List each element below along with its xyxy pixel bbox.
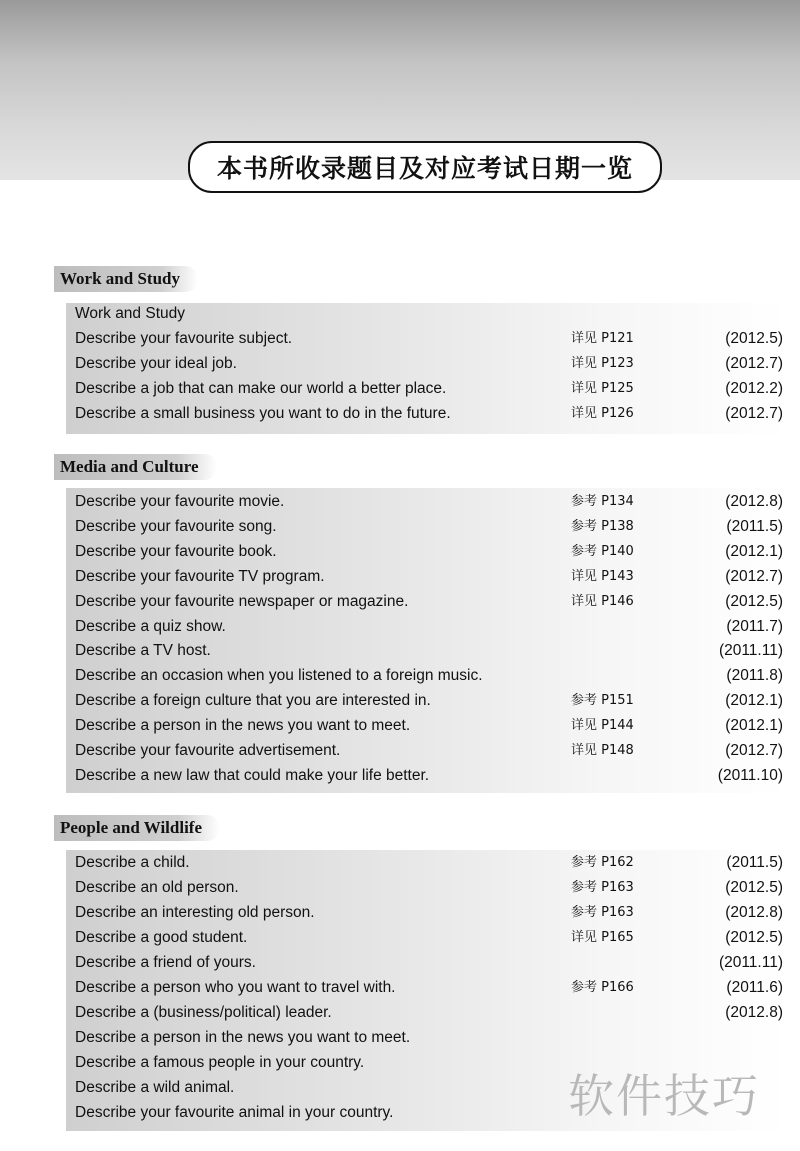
exam-date: (2012.5) [725,592,783,610]
watermark: 软件技巧 [568,1069,760,1123]
topic-question: Describe your favourite advertisement. [75,742,341,759]
topic-question: Describe a new law that could make your life better. [75,766,430,784]
page-reference: 参考 P138 [571,518,634,534]
topic-row [66,926,786,950]
page-reference: 参考 P162 [571,855,634,870]
exam-date: (2012.7) [725,355,783,372]
topic-question: Describe a friend of yours. [75,954,256,971]
topic-question: Describe a child. [75,854,190,871]
exam-date: (2011.5) [726,517,783,535]
topic-question: Describe your favourite subject. [75,330,293,347]
exam-date: (2012.7) [725,567,783,585]
page-reference: 参考 P163 [571,880,634,895]
topic-question: Describe your ideal job. [75,355,237,372]
topic-row [66,764,786,788]
topic-question: Describe a good student. [75,929,248,946]
exam-date: (2012.8) [725,493,783,510]
topic-question: Describe a famous people in your country. [75,1054,365,1071]
exam-date: (2011.7) [726,617,783,635]
topic-question: Describe a person in the news you want to meet. [75,717,411,735]
topic-question: Describe an occasion when you listened to a foreign music. [75,667,483,685]
topic-question: Describe a TV host. [75,642,211,660]
topic-row [66,901,786,925]
section-heading: People and Wildlife [54,815,220,841]
exam-date: (2012.5) [725,929,783,946]
exam-date: (2011.11) [718,642,783,660]
exam-date: (2011.5) [726,854,783,871]
exam-date: (2012.2) [725,380,783,397]
topic-question: Describe a (business/political) leader. [75,1004,332,1021]
topic-row [66,302,786,326]
topic-question: Describe your favourite TV program. [75,567,325,585]
topic-row [66,615,786,639]
page-reference: 详见 P121 [571,331,634,346]
page-reference: 参考 P134 [571,494,634,509]
topic-row [66,689,786,713]
topic-row [66,976,786,1000]
exam-date: (2012.7) [725,742,783,759]
topic-question: Describe a wild animal. [75,1079,235,1096]
topic-row [66,402,786,426]
topic-row [66,590,786,614]
exam-date: (2012.1) [725,692,783,710]
exam-date: (2012.8) [725,1004,783,1021]
topic-question: Describe a person who you want to travel with. [75,979,396,996]
page-reference: 详见 P148 [571,743,634,758]
topic-question: Describe your favourite newspaper or magazine. [75,592,409,610]
topic-row [66,565,786,589]
topic-row [66,951,786,975]
topic-question: Describe a quiz show. [75,617,226,635]
topic-row [66,540,786,564]
exam-date: (2012.5) [725,879,783,896]
topic-block [66,303,786,434]
page-reference: 详见 P146 [571,593,634,609]
topic-row [66,515,786,539]
topic-block [66,488,786,793]
topic-row [66,1026,786,1050]
topic-question: Describe a person in the news you want to meet. [75,1029,411,1046]
page-reference: 参考 P166 [571,980,634,995]
topic-question: Describe an old person. [75,879,239,896]
topic-row [66,876,786,900]
topic-question: Describe your favourite movie. [75,493,285,510]
topic-question: Describe your favourite book. [75,542,277,560]
topic-row [66,490,786,514]
topic-row [66,739,786,763]
topic-row [66,851,786,875]
topic-row [66,377,786,401]
page-reference: 参考 P163 [571,905,634,920]
topic-row [66,714,786,738]
topic-row [66,639,786,663]
page-reference: 参考 P140 [571,543,634,559]
exam-date: (2012.1) [725,717,783,735]
topic-question: Work and Study [75,305,185,322]
page-reference: 详见 P125 [571,381,634,396]
exam-date: (2011.8) [726,667,783,685]
topic-row [66,352,786,376]
topic-question: Describe a small business you want to do in the future. [75,405,451,422]
exam-date: (2011.11) [718,954,783,971]
page-reference: 参考 P151 [571,693,634,709]
topic-row [66,664,786,688]
exam-date: (2011.10) [717,766,783,784]
section-heading: Media and Culture [54,454,217,480]
topic-question: Describe a job that can make our world a better place. [75,380,447,397]
topic-question: Describe your favourite song. [75,517,277,535]
page-reference: 详见 P143 [571,568,634,584]
topic-row [66,1001,786,1025]
page-reference: 详见 P144 [571,718,634,734]
exam-date: (2012.8) [725,904,783,921]
exam-date: (2012.1) [725,542,783,560]
topic-row [66,327,786,351]
page-reference: 详见 P165 [571,930,634,945]
topic-question: Describe a foreign culture that you are interested in. [75,692,431,710]
exam-date: (2011.6) [726,979,783,996]
page-title: 本书所收录题目及对应考试日期一览 [188,141,662,193]
topic-question: Describe an interesting old person. [75,904,315,921]
exam-date: (2012.5) [725,330,783,347]
section-heading: Work and Study [54,266,198,292]
page-reference: 详见 P126 [571,406,634,421]
topic-question: Describe your favourite animal in your country. [75,1104,394,1121]
page-reference: 详见 P123 [571,356,634,371]
exam-date: (2012.7) [725,405,783,422]
